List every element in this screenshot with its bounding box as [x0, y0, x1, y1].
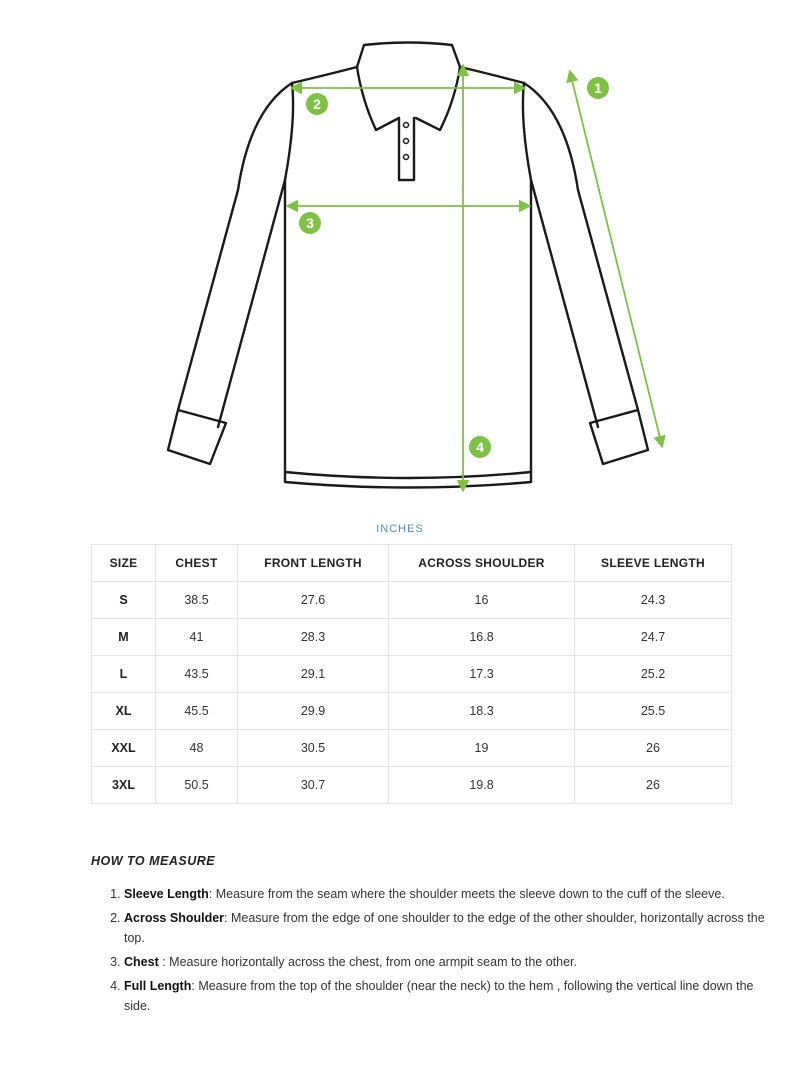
sleeve-length-line	[570, 72, 662, 446]
placket-buttons	[404, 123, 409, 160]
column-header: SLEEVE LENGTH	[575, 545, 732, 582]
size-cell: XXL	[92, 730, 156, 767]
marker-3-label: 3	[306, 215, 314, 231]
table-row	[92, 693, 732, 730]
across-shoulder-cell: 16.8	[389, 619, 575, 656]
sleeve-length-cell: 26	[575, 730, 732, 767]
front-length-cell: 27.6	[238, 582, 389, 619]
chest-cell: 38.5	[156, 582, 238, 619]
step-text: Measure from the top of the shoulder (near the neck) to the hem , following the vertical line down the side.	[124, 979, 754, 1013]
front-length-cell: 29.9	[238, 693, 389, 730]
step-text: Measure horizontally across the chest, from one armpit seam to the other.	[165, 955, 577, 969]
step-full-length	[124, 976, 774, 1016]
marker-4	[469, 436, 491, 458]
step-text: Measure from the edge of one shoulder to the edge of the other shoulder, horizontally across the top.	[124, 911, 765, 945]
column-header: ACROSS SHOULDER	[389, 545, 575, 582]
table-row	[92, 730, 732, 767]
size-chart-table	[91, 544, 732, 804]
step-term: Across Shoulder	[124, 911, 225, 925]
across-shoulder-cell: 19.8	[389, 767, 575, 804]
step-term: Full Length	[124, 979, 192, 993]
sleeve-length-cell: 24.3	[575, 582, 732, 619]
marker-4-label: 4	[476, 439, 484, 455]
chest-cell: 48	[156, 730, 238, 767]
step-separator: :	[224, 911, 228, 925]
size-cell: XL	[92, 693, 156, 730]
table-row	[92, 656, 732, 693]
measurement-lines	[288, 66, 662, 490]
across-shoulder-cell: 19	[389, 730, 575, 767]
chest-cell: 45.5	[156, 693, 238, 730]
column-header: CHEST	[156, 545, 238, 582]
table-row	[92, 767, 732, 804]
how-to-measure-steps	[91, 884, 774, 1020]
step-sleeve-length	[124, 884, 774, 904]
across-shoulder-cell: 17.3	[389, 656, 575, 693]
across-shoulder-cell: 16	[389, 582, 575, 619]
step-across-shoulder	[124, 908, 774, 948]
shirt-outline	[168, 43, 648, 488]
front-length-cell: 30.7	[238, 767, 389, 804]
front-length-cell: 28.3	[238, 619, 389, 656]
size-cell: 3XL	[92, 767, 156, 804]
step-term: Sleeve Length	[124, 887, 209, 901]
size-cell: M	[92, 619, 156, 656]
sleeve-length-cell: 26	[575, 767, 732, 804]
step-text: Measure from the seam where the shoulder meets the sleeve down to the cuff of the sleeve.	[212, 887, 725, 901]
step-separator: :	[191, 979, 195, 993]
column-header: FRONT LENGTH	[238, 545, 389, 582]
table-row	[92, 582, 732, 619]
table-header-row	[92, 545, 732, 582]
front-length-cell: 30.5	[238, 730, 389, 767]
table-row	[92, 619, 732, 656]
size-cell: S	[92, 582, 156, 619]
front-length-cell: 29.1	[238, 656, 389, 693]
chest-cell: 41	[156, 619, 238, 656]
size-cell: L	[92, 656, 156, 693]
marker-1	[587, 77, 609, 99]
column-header: SIZE	[92, 545, 156, 582]
sleeve-length-cell: 24.7	[575, 619, 732, 656]
marker-2-label: 2	[313, 96, 321, 112]
sleeve-length-cell: 25.2	[575, 656, 732, 693]
marker-1-label: 1	[594, 80, 602, 96]
shirt-measurement-diagram	[0, 0, 800, 520]
chest-cell: 50.5	[156, 767, 238, 804]
marker-2	[306, 93, 328, 115]
chest-cell: 43.5	[156, 656, 238, 693]
step-term: Chest	[124, 955, 159, 969]
step-separator: :	[158, 955, 166, 969]
across-shoulder-cell: 18.3	[389, 693, 575, 730]
step-separator: :	[208, 887, 213, 901]
marker-3	[299, 212, 321, 234]
step-chest	[124, 952, 774, 972]
how-to-measure-heading: HOW TO MEASURE	[91, 854, 216, 868]
sleeve-length-cell: 25.5	[575, 693, 732, 730]
units-label: INCHES	[376, 523, 424, 535]
